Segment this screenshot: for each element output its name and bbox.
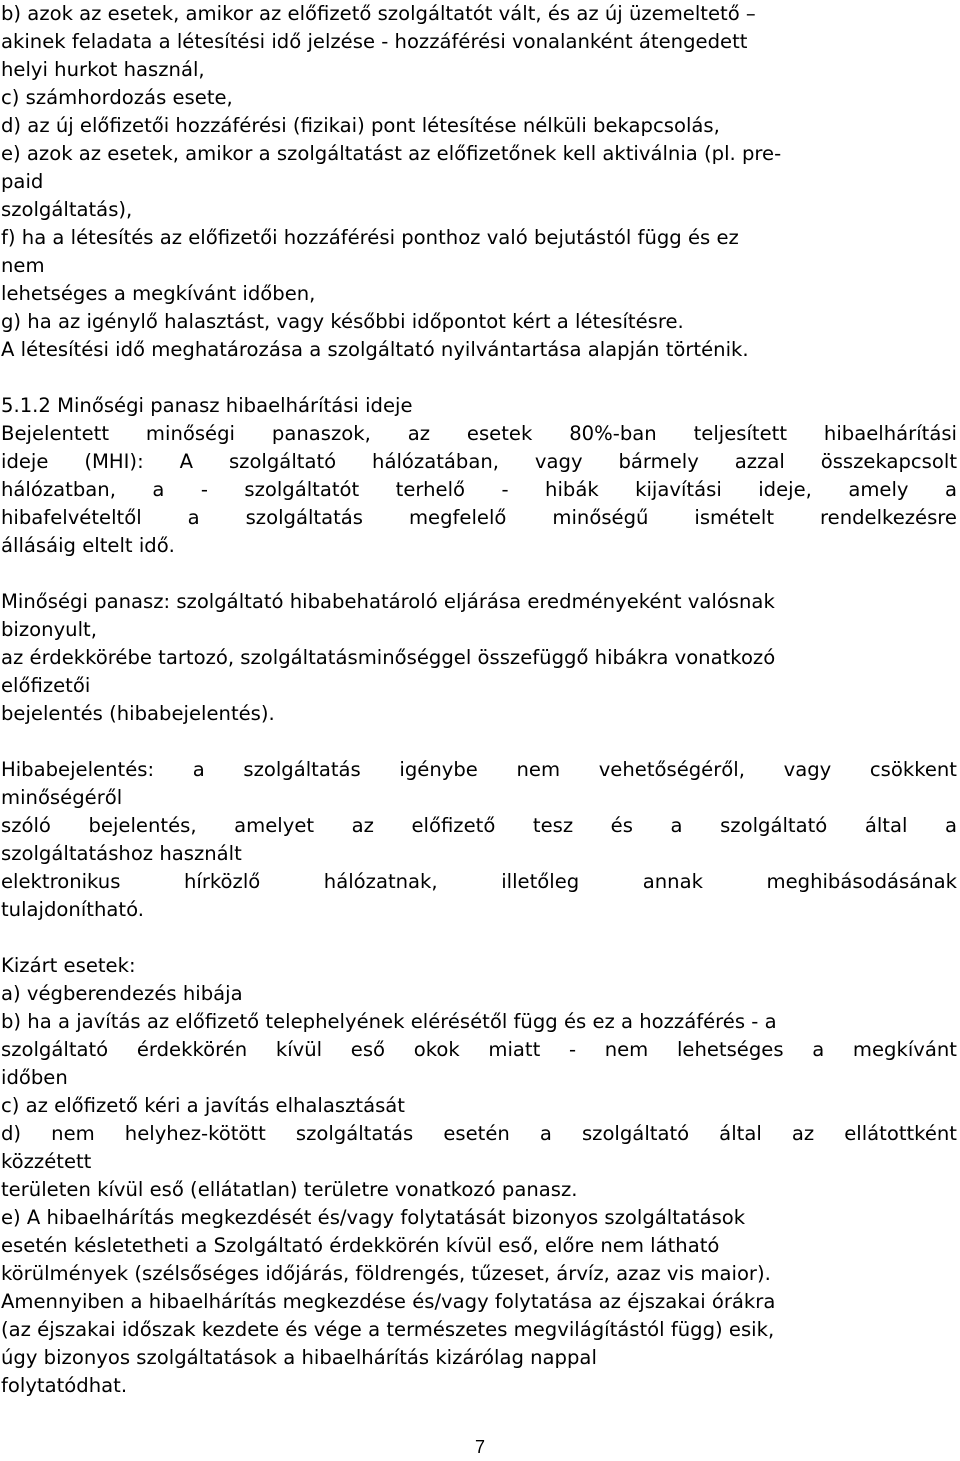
text-line: g) ha az igénylő halasztást, vagy későbbi időpontot kért a létesítésre. <box>1 310 684 333</box>
text-line: szolgáltatás), <box>1 198 133 221</box>
paragraph-gap <box>1 560 957 588</box>
text-line: e) A hibaelhárítás megkezdését és/vagy folytatását bizonyos szolgáltatások <box>1 1206 746 1229</box>
text-line: f) ha a létesítés az előfizetői hozzáférési ponthoz való bejutástól függ és ez <box>1 226 739 249</box>
text-line: bizonyult, <box>1 618 97 641</box>
text-line: c) számhordozás esete, <box>1 86 233 109</box>
text-line: esetén késletetheti a Szolgáltató érdekkörén kívül eső, előre nem látható <box>1 1234 720 1257</box>
text-line: körülmények (szélsőséges időjárás, földrengés, tűzeset, árvíz, azaz vis maior). <box>1 1262 771 1285</box>
text-line: b) ha a javítás az előfizető telephelyének elérésétől függ és ez a hozzáférés - a <box>1 1010 777 1033</box>
text-line: területen kívül eső (ellátatlan) területre vonatkozó panasz. <box>1 1178 578 1201</box>
text-line: időben <box>1 1066 68 1089</box>
text-line: e) azok az esetek, amikor a szolgáltatást az előfizetőnek kell aktiválnia (pl. pre- <box>1 142 782 165</box>
text-line: szolgáltatáshoz használt <box>1 842 242 865</box>
text-line: elektronikus hírközlő hálózatnak, illetőleg annak meghibásodásának <box>1 870 957 893</box>
text-line: állásáig eltelt idő. <box>1 534 175 557</box>
text-line: Kizárt esetek: <box>1 954 136 977</box>
text-line: minőségéről <box>1 786 123 809</box>
text-line: Bejelentett minőségi panaszok, az esetek 80%-ban teljesített hibaelhárítási <box>1 422 957 445</box>
paragraph-gap <box>1 924 957 952</box>
page-number: 7 <box>474 1437 485 1457</box>
text-line: d) az új előfizetői hozzáférési (fizikai) pont létesítése nélküli bekapcsolás, <box>1 114 720 137</box>
section-heading: 5.1.2 Minőségi panasz hibaelhárítási ideje <box>1 394 413 417</box>
text-line: paid <box>1 170 44 193</box>
text-line: helyi hurkot használ, <box>1 58 205 81</box>
text-line: szóló bejelentés, amelyet az előfizető tesz és a szolgáltató által a <box>1 814 957 837</box>
text-line: b) azok az esetek, amikor az előfizető szolgáltatót vált, és az új üzemeltető – <box>1 2 756 25</box>
text-line: Minőségi panasz: szolgáltató hibabehatároló eljárása eredményeként valósnak <box>1 590 775 613</box>
text-line: (az éjszakai időszak kezdete és vége a természetes megvilágítástól függ) esik, <box>1 1318 775 1341</box>
text-line: c) az előfizető kéri a javítás elhalasztását <box>1 1094 405 1117</box>
document-body <box>1 0 957 1400</box>
text-line: Hibabejelentés: a szolgáltatás igénybe nem vehetőségéről, vagy csökkent <box>1 758 957 781</box>
text-line: tulajdonítható. <box>1 898 144 921</box>
text-line: bejelentés (hibabejelentés). <box>1 702 275 725</box>
text-line: lehetséges a megkívánt időben, <box>1 282 316 305</box>
text-line: szolgáltató érdekkörén kívül eső okok miatt - nem lehetséges a megkívánt <box>1 1038 957 1061</box>
text-line: Amennyiben a hibaelhárítás megkezdése és/vagy folytatása az éjszakai órákra <box>1 1290 776 1313</box>
text-line: közzétett <box>1 1150 92 1173</box>
text-line: előfizetői <box>1 674 91 697</box>
text-line: az érdekkörébe tartozó, szolgáltatásminőséggel összefüggő hibákra vonatkozó <box>1 646 776 669</box>
text-line: d) nem helyhez-kötött szolgáltatás esetén a szolgáltató által az ellátottként <box>1 1122 957 1145</box>
text-line: akinek feladata a létesítési idő jelzése - hozzáférési vonalanként átengedett <box>1 30 748 53</box>
text-line: nem <box>1 254 45 277</box>
text-line: hálózatban, a - szolgáltatót terhelő - hibák kijavítási ideje, amely a <box>1 478 957 501</box>
paragraph-gap <box>1 364 957 392</box>
text-line: úgy bizonyos szolgáltatások a hibaelhárítás kizárólag nappal <box>1 1346 597 1369</box>
text-line: hibafelvételtől a szolgáltatás megfelelő minőségű ismételt rendelkezésre <box>1 506 957 529</box>
text-line: folytatódhat. <box>1 1374 128 1397</box>
text-line: A létesítési idő meghatározása a szolgáltató nyilvántartása alapján történik. <box>1 338 749 361</box>
text-line: a) végberendezés hibája <box>1 982 243 1005</box>
text-line: ideje (MHI): A szolgáltató hálózatában, vagy bármely azzal összekapcsolt <box>1 450 957 473</box>
paragraph-gap <box>1 728 957 756</box>
